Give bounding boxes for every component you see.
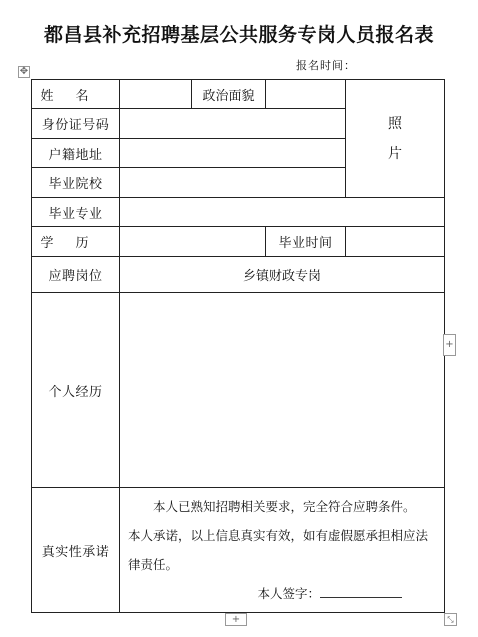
photo-cell[interactable] (346, 80, 445, 198)
add-row-handle-icon[interactable]: + (225, 613, 247, 626)
registration-date-label: 报名时间： (296, 59, 356, 72)
position-value[interactable]: 乡镇财政专岗 (120, 257, 445, 293)
pledge-label: 真实性承诺 (32, 488, 120, 613)
school-label: 毕业院校 (32, 168, 120, 198)
table-row (32, 293, 445, 488)
pledge-text-line-1: 本人已熟知招聘相关要求，完全符合应聘条件。 (153, 499, 416, 514)
education-value-cell[interactable] (120, 227, 266, 257)
table-resize-handle-icon[interactable]: ⤡ (444, 613, 457, 626)
graduation-time-value-cell[interactable] (346, 227, 445, 257)
photo-label-char-1: 照 (388, 115, 402, 132)
major-value-cell[interactable] (120, 198, 445, 227)
name-value-cell[interactable] (120, 80, 192, 109)
political-status-value-cell[interactable] (266, 80, 346, 109)
hukou-address-value-cell[interactable] (120, 139, 346, 168)
table-row (32, 198, 445, 227)
experience-label: 个人经历 (32, 293, 120, 488)
add-column-handle-icon[interactable]: + (443, 334, 456, 356)
pledge-text-line-2: 本人承诺，以上信息真实有效，如有虚假愿承担相应法律责任。 (128, 528, 429, 572)
id-number-label: 身份证号码 (32, 109, 120, 139)
major-label: 毕业专业 (32, 198, 120, 227)
form-title: 都昌县补充招聘基层公共服务专岗人员报名表 (43, 24, 434, 46)
school-value-cell[interactable] (120, 168, 346, 198)
hukou-address-label: 户籍地址 (32, 139, 120, 168)
photo-label-char-2: 片 (388, 145, 402, 162)
table-row (32, 488, 445, 613)
table-row (32, 80, 445, 109)
registration-form-table (31, 79, 445, 613)
table-row (32, 257, 445, 293)
signature-row (128, 579, 436, 608)
political-status-label: 政治面貌 (192, 80, 266, 109)
name-label: 姓名 (32, 80, 120, 109)
experience-value-cell[interactable] (120, 293, 445, 488)
pledge-cell (120, 488, 445, 613)
table-row (32, 227, 445, 257)
signature-line[interactable] (320, 587, 402, 598)
signature-label: 本人签字： (257, 586, 320, 601)
education-label: 学历 (32, 227, 120, 257)
table-move-handle-icon[interactable]: ✥ (19, 66, 29, 77)
id-number-value-cell[interactable] (120, 109, 346, 139)
graduation-time-label: 毕业时间 (266, 227, 346, 257)
position-label: 应聘岗位 (32, 257, 120, 293)
